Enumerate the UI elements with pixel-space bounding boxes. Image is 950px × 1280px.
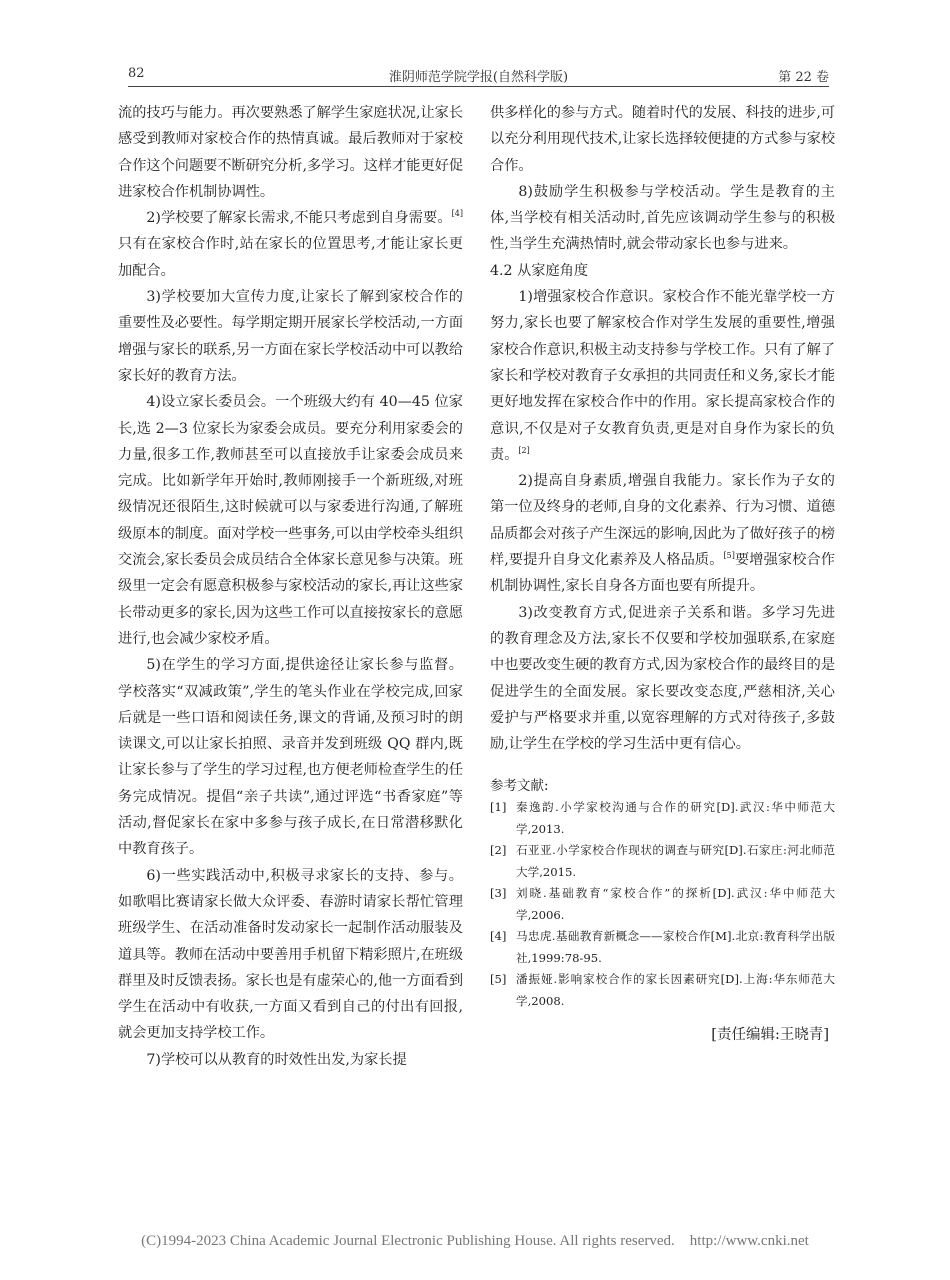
reference-item bbox=[490, 969, 835, 1012]
paragraph: 供多样化的参与方式。随着时代的发展、科技的进步,可以充分利用现代技术,让家长选择较便捷的方式参与家校合作。 bbox=[490, 105, 836, 174]
paragraph-text: 要增强家校合作机制协调性,家长自身各方面也要有所提升。 bbox=[490, 552, 835, 595]
right-column bbox=[490, 100, 835, 1046]
reference-item bbox=[490, 926, 835, 969]
paragraph bbox=[490, 468, 835, 599]
volume-label: 第 22 卷 bbox=[778, 70, 829, 85]
journal-title: 淮阴师范学院学报(自然科学版) bbox=[388, 70, 569, 85]
paragraph bbox=[118, 205, 463, 284]
paragraph: 8)鼓励学生积极参与学校活动。学生是教育的主体,当学校有相关活动时,首先应该调动学生参与的积极性,当学生充满热情时,就会带动家长也参与进来。 bbox=[490, 183, 835, 253]
reference-item bbox=[490, 840, 835, 883]
reference-text: 马忠虎.基础教育新概念——家校合作[M].北京:教育科学出版社,1999:78-95. bbox=[516, 929, 835, 965]
reference-item bbox=[490, 883, 835, 926]
reference-number: [4] bbox=[490, 929, 507, 944]
paragraph: 3)改变教育方式,促进亲子关系和谐。多学习先进的教育理念及方法,家长不仅要和学校加强联系,在家庭中也要改变生硬的教育方式,因为家校合作的最终目的是促进学生的全面发展。家长要改变态度,严慈相济,关心爱护与严格要求并重,以宽容理解的方式对待孩子,多鼓励,让学生在学校的学习生活中更有信心。 bbox=[490, 604, 836, 753]
citation-mark: [5] bbox=[723, 551, 735, 561]
copyright-footer: (C)1994-2023 China Academic Journal Electronic Publishing House. All rights reserved. http://www.cnki.net bbox=[141, 1233, 809, 1249]
paragraph-text: 2)提高自身素质,增强自我能力。家长作为子女的第一位及终身的老师,自身的文化素养、行为习惯、道德品质都会对孩子产生深远的影响,因此为了做好孩子的榜样,要提升自身文化素养及人格品质。 bbox=[490, 473, 836, 569]
section-heading: 4.2 从家庭角度 bbox=[490, 262, 589, 279]
references-title: 参考文献: bbox=[490, 778, 549, 795]
reference-text: 潘振娅.影响家校合作的家长因素研究[D].上海:华东师范大学,2008. bbox=[516, 972, 835, 1008]
left-column bbox=[118, 100, 463, 1073]
paragraph-text: 只有在家校合作时,站在家长的位置思考,才能让家长更加配合。 bbox=[118, 236, 463, 279]
reference-item bbox=[490, 797, 835, 840]
editor-note: [责任编辑:王晓青] bbox=[711, 1027, 829, 1044]
paragraph bbox=[490, 284, 835, 468]
page-number: 82 bbox=[128, 66, 145, 81]
reference-text: 刘晓.基础教育“家校合作”的探析[D].武汉:华中师范大学,2006. bbox=[516, 886, 835, 922]
paragraph: 6)一些实践活动中,积极寻求家长的支持、参与。如歌唱比赛请家长做大众评委、春游时请家长帮忙管理班级学生、在活动准备时发动家长一起制作活动服装及道具等。教师在活动中要善用手机留下精彩照片,在班级群里及时反馈表扬。家长也是有虚荣心的,他一方面看到学生在活动中有收获,一方面又看到自己的付出有回报,就会更加支持学校工作。 bbox=[118, 867, 464, 1042]
paragraph: 流的技巧与能力。再次要熟悉了解学生家庭状况,让家长感受到教师对家校合作的热情真诚。最后教师对于家校合作这个问题要不断研究分析,多学习。这样才能更好促进家校合作机制协调性。 bbox=[118, 105, 464, 200]
reference-number: [2] bbox=[490, 843, 507, 858]
reference-text: 秦逸韵.小学家校沟通与合作的研究[D].武汉:华中师范大学,2013. bbox=[516, 800, 835, 836]
paragraph: 4)设立家长委员会。一个班级大约有 40—45 位家长,选 2—3 位家长为家委会成员。要充分利用家委会的力量,很多工作,教师甚至可以直接放手让家委会成员来完成。比如新学年开始时,教师刚接手一个新班级,对班级情况还很陌生,这时候就可以与家委进行沟通,了解班级原本的制度。面对学校一些事务,可以由学校牵头组织交流会,家长委员会成员结合全体家长意见参与决策。班级里一定会有愿意积极参与家校活动的家长,再让这些家长带动更多的家长,因为这些工作可以直接按家长的意愿进行,也会减少家校矛盾。 bbox=[118, 394, 464, 647]
reference-number: [3] bbox=[490, 886, 507, 901]
reference-number: [5] bbox=[490, 972, 507, 987]
paragraph: 5)在学生的学习方面,提供途径让家长参与监督。学校落实“双减政策”,学生的笔头作业在学校完成,回家后就是一些口语和阅读任务,课文的背诵,及预习时的朗读课文,可以让家长拍照、录音并发到班级 QQ 群内,既让家长参与了学生的学习过程,也方便老师检查学生的任务完成情况。提倡“亲子共读”,通过评选“书香家庭”等活动,督促家长在家中多参与孩子成长,在日常潜移默化中教育孩子。 bbox=[118, 657, 464, 858]
citation-mark: [2] bbox=[518, 445, 530, 455]
running-header bbox=[128, 64, 829, 87]
references-list bbox=[490, 797, 835, 1012]
paragraph: 3)学校要加大宣传力度,让家长了解到家校合作的重要性及必要性。每学期定期开展家长学校活动,一方面增强与家长的联系,另一方面在家长学校活动中可以教给家长好的教育方法。 bbox=[118, 289, 464, 384]
citation-mark: [4] bbox=[451, 209, 463, 219]
paragraph: 7)学校可以从教育的时效性出发,为家长提 bbox=[146, 1051, 407, 1068]
paragraph-text: 2)学校要了解家长需求,不能只考虑到自身需要。 bbox=[146, 210, 452, 227]
paragraph-text: 1)增强家校合作意识。家校合作不能光靠学校一方努力,家长也要了解家校合作对学生发展的重要性,增强家校合作意识,积极主动支持参与学校工作。只有了解了家长和学校对教育子女承担的共同责任和义务,家长才能更好地发挥在家校合作中的作用。家长提高家校合作的意识,不仅是对子女教育负责,更是对自身作为家长的负责。 bbox=[490, 289, 836, 463]
reference-number: [1] bbox=[490, 800, 507, 815]
reference-text: 石亚亚.小学家校合作现状的调查与研究[D].石家庄:河北师范大学,2015. bbox=[516, 843, 835, 879]
